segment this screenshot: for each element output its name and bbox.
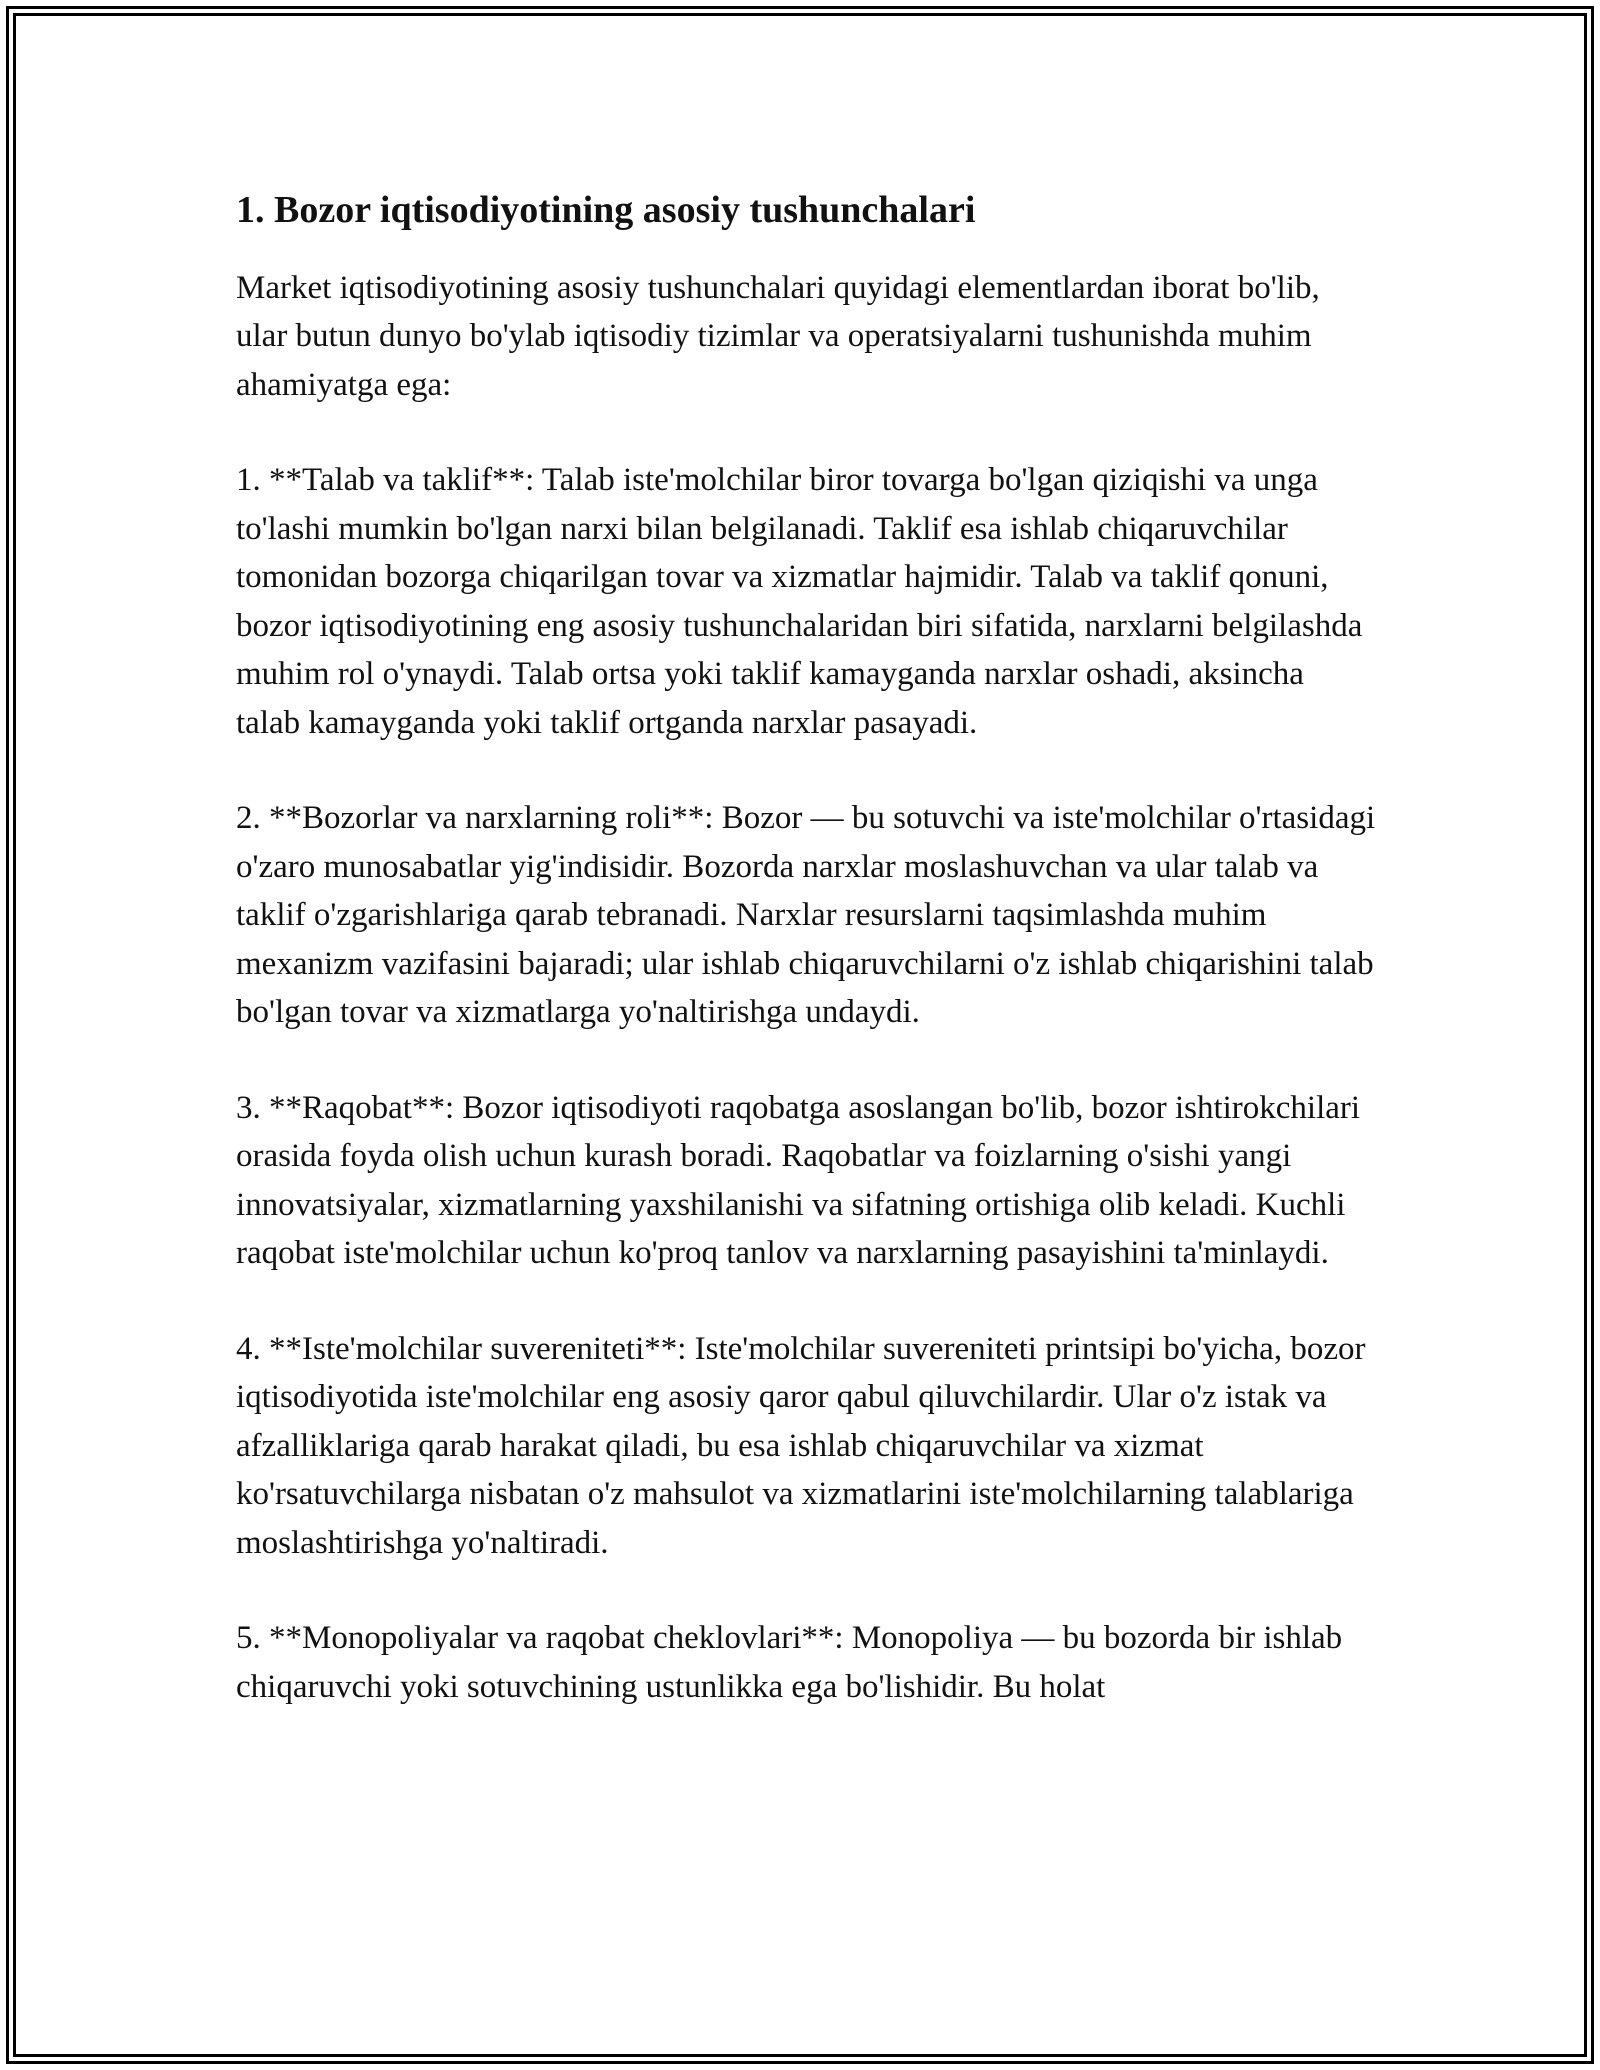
document-body — [236, 188, 1376, 1758]
paragraph-consumer-sovereignty: 4. **Iste'molchilar suvereniteti**: Iste'molchilar suvereniteti printsipi bo'yicha, bozor iqtisodiyotida iste'molchilar eng asosiy qaror qabul qiluvchilardir. Ular o'z istak va afzalliklariga qarab harakat qiladi, bu esa ishlab chiqaruvchilar va xizmat ko'rsatuvchilarga nisbatan o'z mahsulot va xizmatlarini iste'molchilarning talablariga moslashtirishga yo'naltiradi. — [236, 1330, 1366, 1561]
paragraph-monopolies: 5. **Monopoliyalar va raqobat cheklovlari**: Monopoliya — bu bozorda bir ishlab chiqaruvchi yoki sotuvchining ustunlikka ega bo'lishidir. Bu holat — [236, 1620, 1343, 1705]
paragraph-competition: 3. **Raqobat**: Bozor iqtisodiyoti raqobatga asoslangan bo'lib, bozor ishtirokchilari orasida foyda olish uchun kurash boradi. Raqobatlar va foizlarning o'sishi yangi innovatsiyalar, xizmatlarning yaxshilanishi va sifatning ortishiga olib keladi. Kuchli raqobat iste'molchilar uchun ko'proq tanlov va narxlarning pasayishini ta'minlaydi. — [236, 1089, 1361, 1272]
intro-paragraph: Market iqtisodiyotining asosiy tushunchalari quyidagi elementlardan iborat bo'lib, ular butun dunyo bo'ylab iqtisodiy tizimlar va operatsiyalarni tushunishda muhim ahamiyatga ega: — [236, 269, 1320, 403]
paragraph-markets-prices: 2. **Bozorlar va narxlarning roli**: Bozor — bu sotuvchi va iste'molchilar o'rtasidagi o'zaro munosabatlar yig'indisidir. Bozorda narxlar moslashuvchan va ular talab va taklif o'zgarishlariga qarab tebranadi. Narxlar resurslarni taqsimlashda muhim mexanizm vazifasini bajaradi; ular ishlab chiqaruvchilarni o'z ishlab chiqarishini talab bo'lgan tovar va xizmatlarga yo'naltirishga undaydi. — [236, 800, 1376, 1031]
paragraph-supply-demand: 1. **Talab va taklif**: Talab iste'molchilar biror tovarga bo'lgan qiziqishi va unga to'lashi mumkin bo'lgan narxi bilan belgilanadi. Taklif esa ishlab chiqaruvchilar tomonidan bozorga chiqarilgan tovar va xizmatlar hajmidir. Talab va taklif qonuni, bozor iqtisodiyotining eng asosiy tushunchalaridan biri sifatida, narxlarni belgilashda muhim rol o'ynaydi. Talab ortsa yoki taklif kamayganda narxlar oshadi, aksincha talab kamayganda yoki taklif ortganda narxlar pasayadi. — [236, 462, 1363, 741]
section-heading: 1. Bozor iqtisodiyotining asosiy tushunchalari — [236, 189, 976, 231]
